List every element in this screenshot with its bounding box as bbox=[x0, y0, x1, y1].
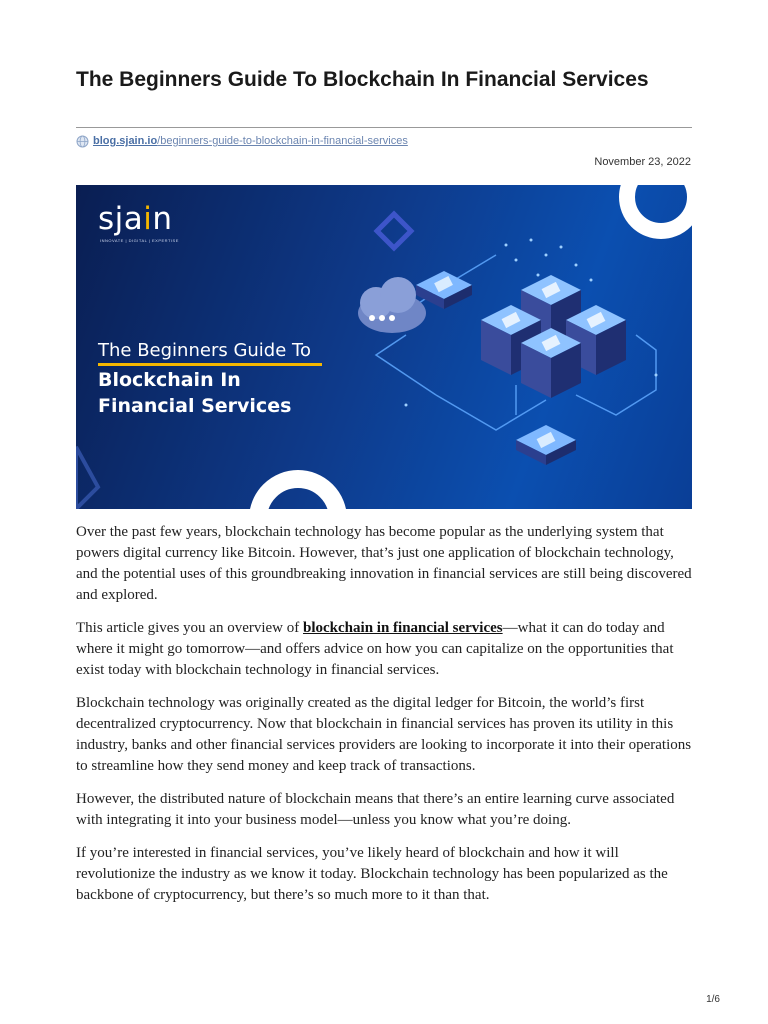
ring-decoration bbox=[258, 479, 338, 509]
hero-heading-line1: The Beginners Guide To bbox=[98, 340, 311, 361]
ring-decoration bbox=[627, 185, 692, 231]
hero-heading-line2: Blockchain In bbox=[98, 369, 241, 391]
cloud-icon bbox=[358, 277, 426, 333]
diamond-decoration bbox=[377, 214, 411, 248]
paragraph-4: However, the distributed nature of blockchain means that there’s an entire learning curve associated with integrating it into your business model—unless you know what you’re doing. bbox=[76, 791, 675, 828]
triangle-decoration bbox=[76, 447, 98, 509]
paragraph-5: If you’re interested in financial services, you’ve likely heard of blockchain and how it will revolutionize the industry as we know it today. Blockchain technology has been popularized as the backbone of cryptocurrency, but there’s so much more to it than that. bbox=[76, 845, 668, 903]
sjain-logo: sjain bbox=[98, 201, 173, 237]
source-domain[interactable]: blog.sjain.io bbox=[93, 135, 158, 147]
paragraph-2: This article gives you an overview of blockchain in financial services—what it can do today and where it might go tomorrow—and offers advice on how you can capitalize on the opportunities that exist today with blockchain technology in financial services. bbox=[76, 620, 674, 678]
hero-heading-line3: Financial Services bbox=[98, 395, 292, 417]
publish-date: November 23, 2022 bbox=[594, 156, 691, 168]
globe-icon bbox=[76, 135, 89, 148]
hero-accent-underline bbox=[98, 363, 322, 366]
block-bottom bbox=[516, 425, 576, 465]
page-title: The Beginners Guide To Blockchain In Financial Services bbox=[76, 68, 649, 91]
logo-tagline: INNOVATE | DIGITAL | EXPERTISE bbox=[100, 238, 179, 243]
block-top-left bbox=[416, 271, 472, 309]
title-divider bbox=[76, 127, 692, 128]
source-path[interactable]: /beginners-guide-to-blockchain-in-financial-services bbox=[157, 135, 408, 147]
paragraph-1: Over the past few years, blockchain technology has become popular as the underlying system that powers digital currency like Bitcoin. However, that’s just one application of blockchain technology, and the potential uses of this groundbreaking innovation in financial services are still being discovered and explored. bbox=[76, 524, 692, 603]
blockchain-financial-services-link[interactable]: blockchain in financial services bbox=[303, 620, 503, 636]
article-body bbox=[76, 522, 692, 918]
paragraph-3: Blockchain technology was originally created as the digital ledger for Bitcoin, the world’s first decentralized cryptocurrency. Now that blockchain in financial services has proven its utility in this industry, banks and other financial services providers are looking to incorporate it into their operations to streamline how they send money and keep track of transactions. bbox=[76, 695, 692, 774]
source-link[interactable] bbox=[76, 133, 408, 149]
page-number: 1/6 bbox=[706, 994, 720, 1005]
block-main bbox=[481, 275, 626, 398]
hero-banner bbox=[76, 185, 692, 509]
